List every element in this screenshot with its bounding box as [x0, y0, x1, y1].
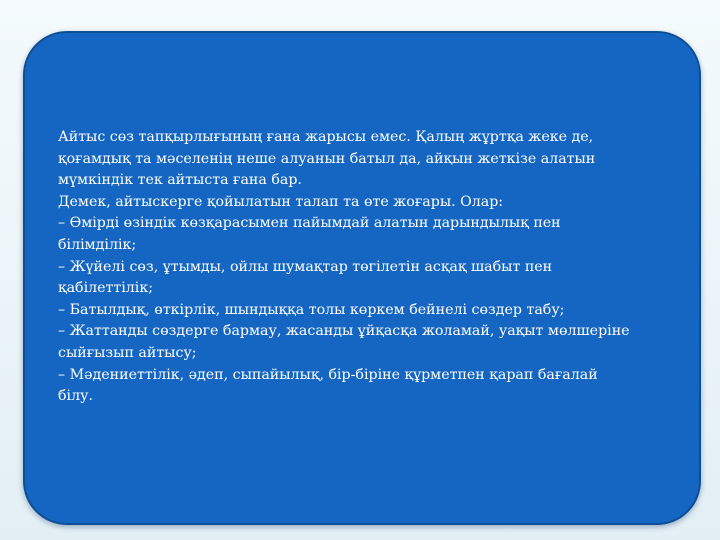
text-line: білімділік;	[58, 236, 137, 253]
text-line: – Жүйелі сөз, ұтымды, ойлы шумақтар төгілетін асқақ шабыт пен	[58, 258, 553, 275]
text-line: білу.	[58, 388, 93, 405]
text-line: – Жаттанды сөздерге бармау, жасанды ұйқасқа жоламай, уақыт мөлшеріне	[58, 323, 630, 340]
text-line: Айтыс сөз тапқырлығының ғана жарысы емес. Қалың жұртқа жеке де,	[58, 129, 594, 145]
text-line: – Өмірді өзіндік көзқарасымен пайымдай алатын дарындылық пен	[58, 215, 561, 232]
body-text	[58, 127, 688, 408]
text-line: қабілеттілік;	[58, 280, 153, 297]
text-line: – Мәдениеттілік, әдеп, сыпайылық, бір-біріне құрметпен қарап бағалай	[58, 366, 598, 383]
text-line: сыйғызып айтысу;	[58, 344, 197, 361]
text-line: қоғамдық та мәселенің неше алуанын батыл да, айқын жеткізе алатын	[58, 150, 596, 167]
text-line: мүмкіндік тек айтыста ғана бар.	[58, 172, 302, 189]
text-line: – Батылдық, өткірлік, шындыққа толы көркем бейнелі сөздер табу;	[58, 301, 565, 318]
text-line: Демек, айтыскерге қойылатын талап та өте жоғары. Олар:	[58, 193, 504, 210]
